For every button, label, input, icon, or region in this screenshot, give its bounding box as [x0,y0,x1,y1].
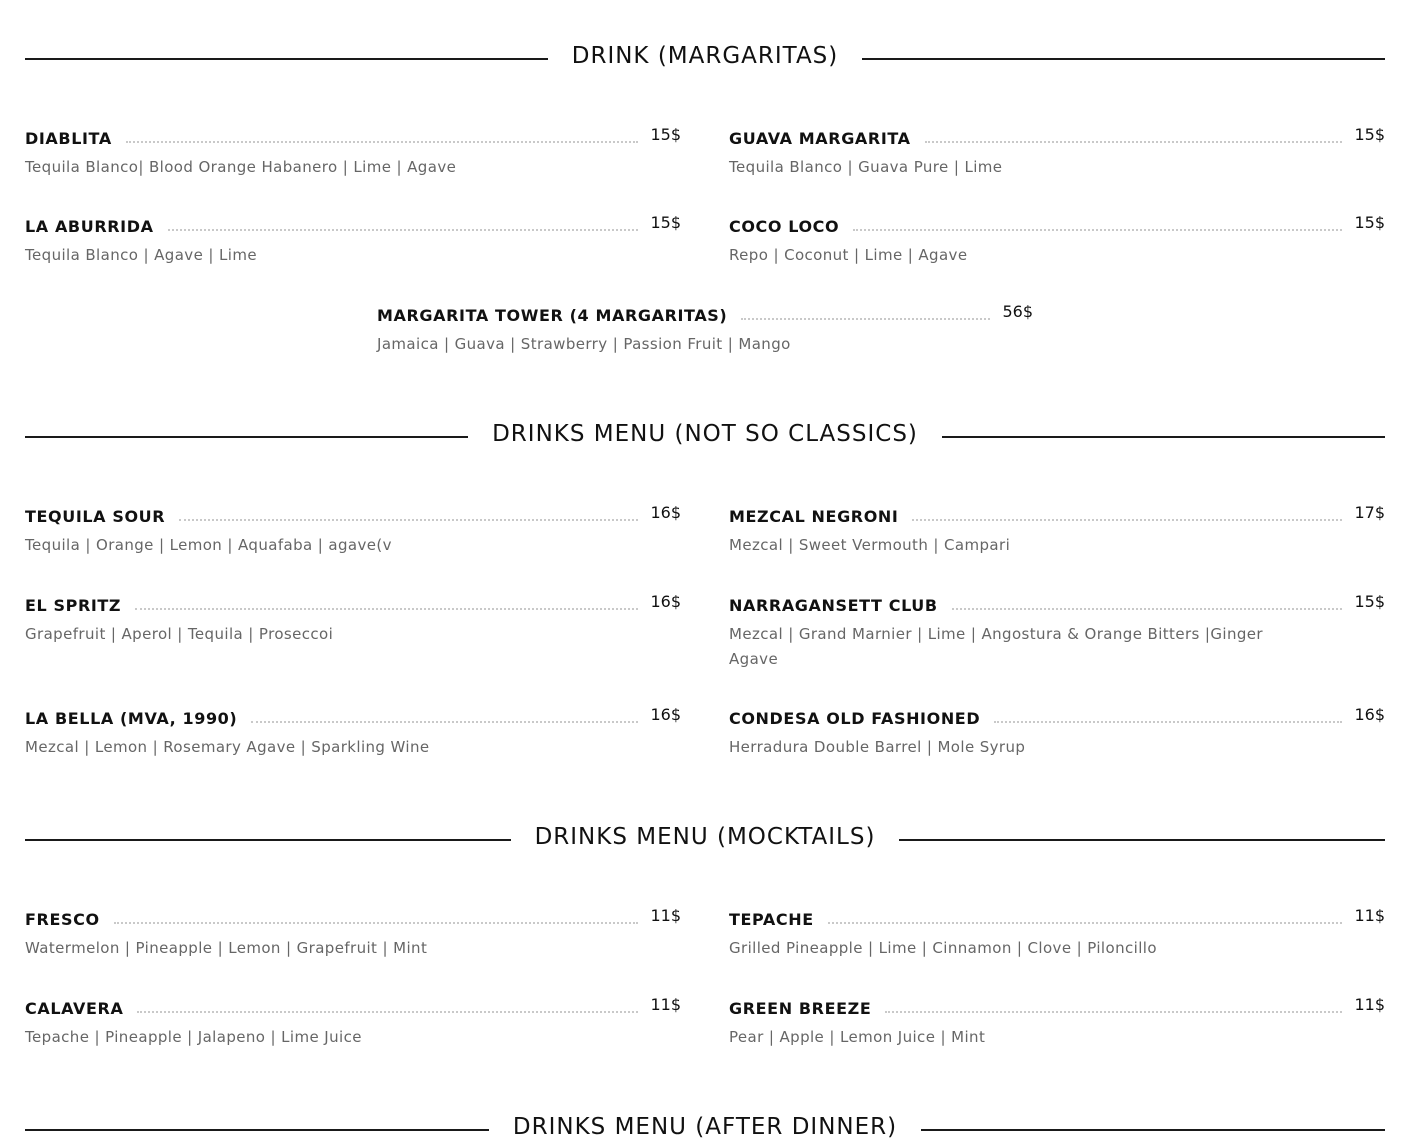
divider-line-right [921,1129,1385,1131]
item-description: Mezcal | Lemon | Rosemary Agave | Sparkling Wine [25,738,430,756]
dot-leader [137,1011,638,1013]
dot-leader [135,608,638,610]
menu-item-mezcal-negroni[interactable] [729,502,1385,558]
item-price: 15$ [1354,213,1385,232]
item-name: TEPACHE [729,910,814,929]
divider-line-right [862,58,1385,60]
item-name: LA ABURRIDA [25,217,154,236]
divider-line-right [899,839,1385,841]
dot-leader [952,608,1343,610]
menu-item-tequila-sour[interactable] [25,502,681,558]
dot-leader [114,922,639,924]
item-name: LA BELLA (MVA, 1990) [25,709,238,728]
section-header-mocktails [25,817,1385,857]
section-title: DRINK (MARGARITAS) [571,43,839,69]
item-name: COCO LOCO [729,217,840,236]
item-name: DIABLITA [25,129,112,148]
item-description: Mezcal | Sweet Vermouth | Campari [729,536,1011,554]
menu-item-green-breeze[interactable] [729,994,1385,1050]
menu-item-el-spritz[interactable] [25,591,681,647]
section-header-after-dinner [25,1107,1385,1147]
dot-leader [179,519,638,521]
divider-line-left [25,58,548,60]
item-price: 16$ [650,592,681,611]
menu-item-tepache[interactable] [729,905,1385,961]
menu-item-calavera[interactable] [25,994,681,1050]
dot-leader [853,229,1342,231]
menu-item-la-aburrida[interactable] [25,212,681,268]
item-name: CALAVERA [25,999,124,1018]
section-title: DRINKS MENU (NOT SO CLASSICS) [492,421,918,447]
menu-item-narragansett-club[interactable] [729,591,1385,672]
item-name: EL SPRITZ [25,596,122,615]
item-description: Tequila | Orange | Lemon | Aquafaba | agave(v [25,536,392,554]
menu-item-condesa-old-fashioned[interactable] [729,704,1385,760]
item-price: 16$ [1354,705,1385,724]
item-description: Grilled Pineapple | Lime | Cinnamon | Clove | Piloncillo [729,939,1157,957]
item-description: Tequila Blanco | Agave | Lime [25,246,257,264]
item-description: Tequila Blanco| Blood Orange Habanero | Lime | Agave [25,158,457,176]
item-price: 11$ [650,995,681,1014]
item-name: GUAVA MARGARITA [729,129,911,148]
divider-line-right [942,436,1385,438]
item-price: 17$ [1354,503,1385,522]
item-name: MEZCAL NEGRONI [729,507,899,526]
dot-leader [251,721,638,723]
item-name: FRESCO [25,910,100,929]
section-title: DRINKS MENU (MOCKTAILS) [534,824,876,850]
item-price: 15$ [1354,125,1385,144]
item-name: MARGARITA TOWER (4 MARGARITAS) [377,306,728,325]
item-price: 15$ [650,213,681,232]
dot-leader [741,318,990,320]
item-price: 15$ [650,125,681,144]
dot-leader [912,519,1342,521]
section-title: DRINKS MENU (AFTER DINNER) [512,1114,898,1140]
section-header-not-so-classics [25,414,1385,454]
item-name: NARRAGANSETT CLUB [729,596,938,615]
item-description: Pear | Apple | Lemon Juice | Mint [729,1028,986,1046]
item-description: Repo | Coconut | Lime | Agave [729,246,968,264]
item-description: Grapefruit | Aperol | Tequila | Proseccoi [25,625,334,643]
divider-line-left [25,436,468,438]
dot-leader [925,141,1343,143]
item-description: Tequila Blanco | Guava Pure | Lime [729,158,1003,176]
item-description: Herradura Double Barrel | Mole Syrup [729,738,1026,756]
menu-item-la-bella[interactable] [25,704,681,760]
menu-item-fresco[interactable] [25,905,681,961]
item-description: Tepache | Pineapple | Jalapeno | Lime Juice [25,1028,362,1046]
item-price: 16$ [650,503,681,522]
item-description: Mezcal | Grand Marnier | Lime | Angostura & Orange Bitters |Ginger Agave [729,625,1263,668]
dot-leader [168,229,639,231]
menu-item-guava-margarita[interactable] [729,124,1385,180]
dot-leader [885,1011,1342,1013]
section-header-margaritas [25,36,1385,76]
dot-leader [828,922,1343,924]
menu-item-coco-loco[interactable] [729,212,1385,268]
item-name: GREEN BREEZE [729,999,872,1018]
menu-item-margarita-tower[interactable] [377,301,1033,357]
divider-line-left [25,1129,489,1131]
dot-leader [126,141,639,143]
item-description: Jamaica | Guava | Strawberry | Passion Fruit | Mango [377,335,791,353]
item-price: 16$ [650,705,681,724]
menu-item-diablita[interactable] [25,124,681,180]
item-name: CONDESA OLD FASHIONED [729,709,981,728]
item-price: 11$ [650,906,681,925]
dot-leader [994,721,1342,723]
item-price: 56$ [1002,302,1033,321]
divider-line-left [25,839,511,841]
item-name: TEQUILA SOUR [25,507,166,526]
item-price: 11$ [1354,995,1385,1014]
item-description: Watermelon | Pineapple | Lemon | Grapefruit | Mint [25,939,428,957]
item-price: 15$ [1354,592,1385,611]
item-price: 11$ [1354,906,1385,925]
